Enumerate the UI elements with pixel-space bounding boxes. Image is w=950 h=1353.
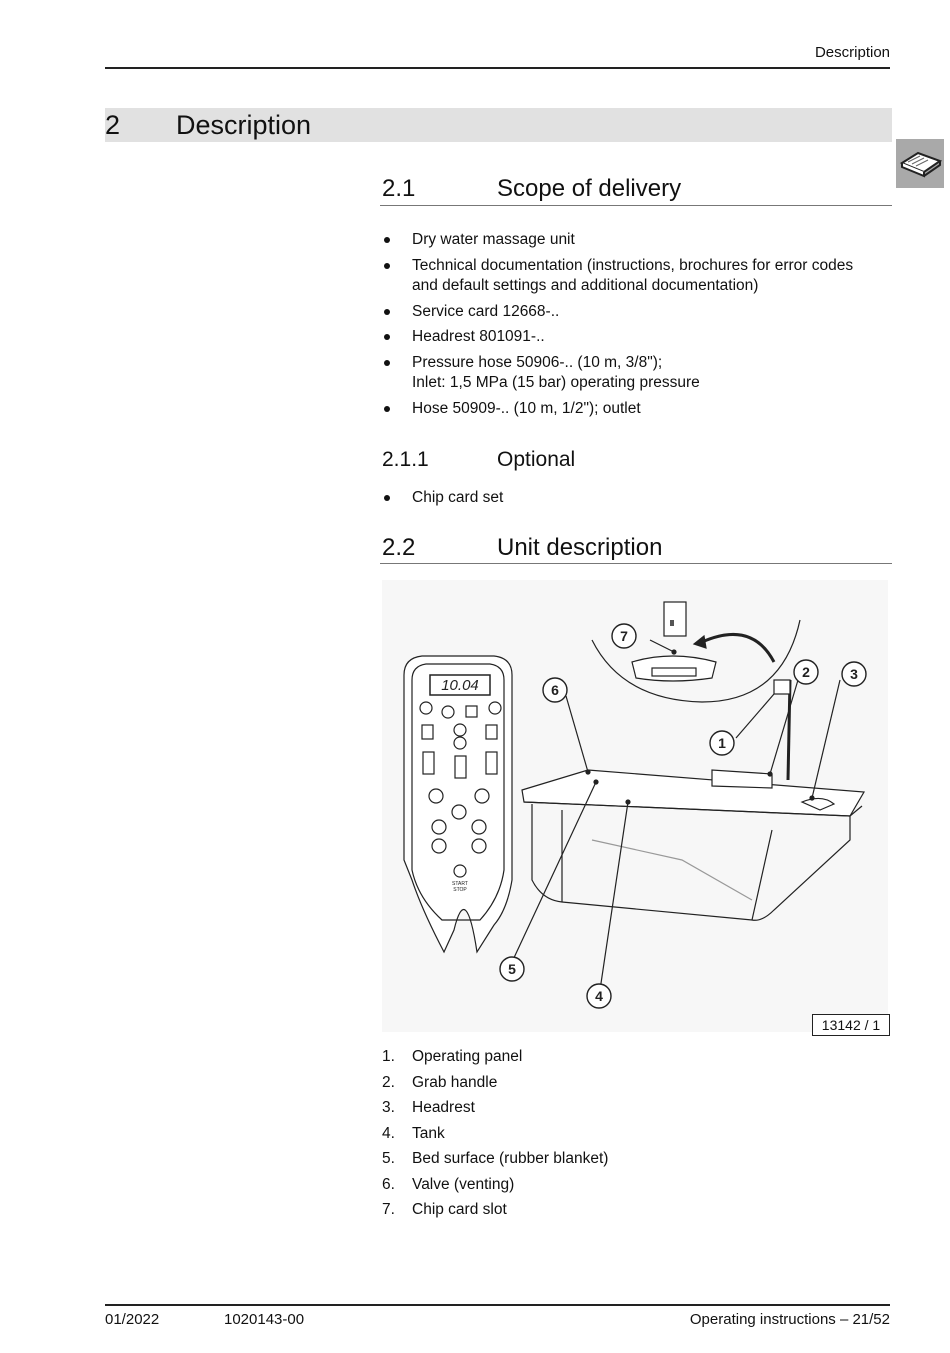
unit-illustration bbox=[382, 580, 888, 1032]
list-item: 1. Operating panel bbox=[382, 1048, 523, 1065]
callout-label: 1 bbox=[718, 735, 726, 751]
chapter-title: Description bbox=[176, 110, 312, 140]
optional-list bbox=[382, 488, 882, 514]
section-number: 2.1 bbox=[382, 175, 416, 202]
list-item: 4. Tank bbox=[382, 1124, 445, 1142]
header-rule bbox=[105, 67, 890, 69]
callout-label: 3 bbox=[850, 666, 858, 682]
list-item: 2. Grab handle bbox=[382, 1073, 498, 1091]
callout-label: 2 bbox=[802, 664, 810, 680]
footer-page: Operating instructions – 21/52 bbox=[689, 1311, 890, 1328]
subsection-number: 2.1.1 bbox=[382, 448, 429, 471]
section-rule bbox=[380, 205, 892, 206]
book-icon bbox=[896, 139, 944, 188]
list-item: Chip card set bbox=[382, 488, 882, 509]
callout-label: 5 bbox=[508, 961, 516, 977]
parts-list bbox=[382, 1047, 882, 1226]
scope-list bbox=[382, 230, 882, 424]
start-label: START bbox=[452, 881, 468, 887]
footer-date: 01/2022 bbox=[105, 1311, 160, 1328]
list-item: 7. Chip card slot bbox=[382, 1201, 507, 1218]
list-item: 6. Valve (venting) bbox=[382, 1175, 515, 1193]
callout-label: 6 bbox=[551, 682, 559, 698]
list-item: Dry water massage unit bbox=[382, 230, 882, 251]
subsection-title: Optional bbox=[497, 448, 576, 471]
list-item: Technical documentation (instructions, brochures for error codes and default settings and additional documentation) bbox=[382, 256, 882, 297]
footer-doc-number: 1020143-00 bbox=[224, 1311, 305, 1328]
list-item: Service card 12668-.. bbox=[382, 302, 882, 323]
section-number: 2.2 bbox=[382, 534, 416, 561]
list-item-line: Inlet: 1,5 MPa (15 bar) operating pressure bbox=[412, 374, 700, 391]
running-header: Description bbox=[814, 44, 890, 61]
section-rule bbox=[380, 563, 892, 564]
list-item: Headrest 801091-.. bbox=[382, 327, 882, 348]
figure-reference: 13142 / 1 bbox=[812, 1014, 890, 1036]
chapter-number: 2 bbox=[105, 110, 121, 140]
list-item: 5. Bed surface (rubber blanket) bbox=[382, 1150, 609, 1167]
stop-label: STOP bbox=[453, 887, 467, 893]
list-item: 3. Headrest bbox=[382, 1099, 475, 1116]
list-item bbox=[382, 353, 882, 394]
chapter-tab bbox=[896, 139, 944, 188]
section-title: Scope of delivery bbox=[497, 175, 682, 202]
footer-rule bbox=[105, 1304, 890, 1306]
section-title: Unit description bbox=[497, 534, 663, 561]
callout-label: 4 bbox=[595, 988, 603, 1004]
list-item-line: Pressure hose 50906-.. (10 m, 3/8"); bbox=[412, 353, 663, 371]
list-item: Hose 50909-.. (10 m, 1/2"); outlet bbox=[382, 399, 882, 420]
callout-label: 7 bbox=[620, 628, 628, 644]
panel-display-text: 10.04 bbox=[441, 677, 479, 694]
